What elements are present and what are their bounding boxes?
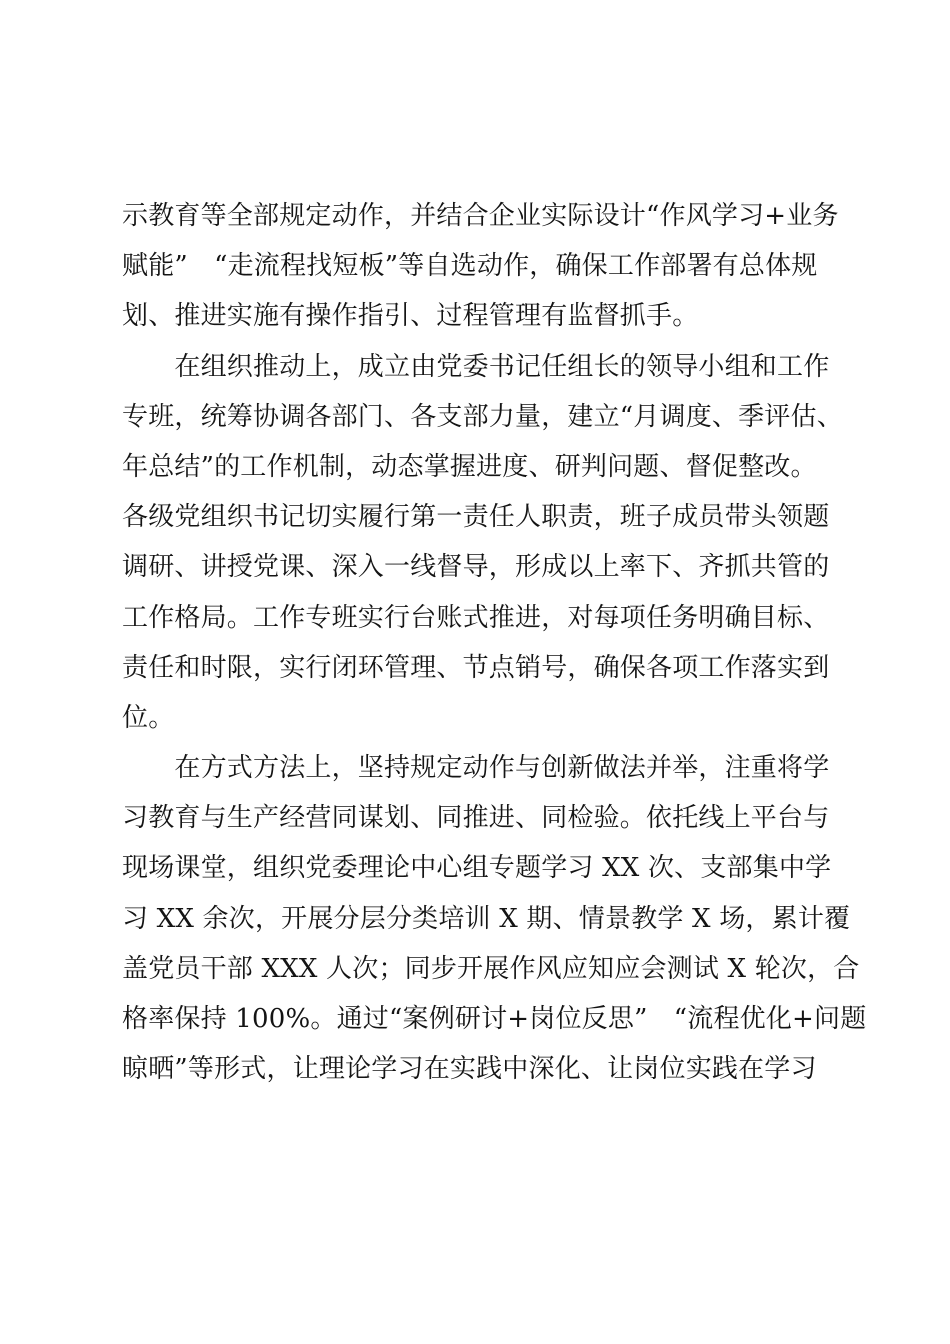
text-line: 示教育等全部规定动作，并结合企业实际设计“作风学习+业务 [122,201,839,231]
text-line: 格率保持 100%。通过“案例研讨+岗位反思” “流程优化+问题 [122,1004,867,1034]
text-line: 调研、讲授党课、深入一线督导，形成以上率下、齐抓共管的 [122,552,830,583]
text-line: 习 XX 余次，开展分层分类培训 X 期、情景教学 X 场，累计覆 [122,903,851,934]
document-body [122,191,867,1094]
text-line: 责任和时限，实行闭环管理、节点销号，确保各项工作落实到 [122,652,830,683]
text-line: 盖党员干部 XXX 人次；同步开展作风应知应会测试 X 轮次，合 [122,953,860,984]
text-line: 晾晒”等形式，让理论学习在实践中深化、让岗位实践在学习 [122,1054,817,1085]
text-line: 在组织推动上，成立由党委书记任组长的领导小组和工作 [122,351,830,382]
text-line: 划、推进实施有操作指引、过程管理有监督抓手。 [122,301,699,332]
text-line: 赋能” “走流程找短板”等自选动作，确保工作部署有总体规 [122,251,818,282]
text-line: 各级党组织书记切实履行第一责任人职责，班子成员带头领题 [122,502,830,533]
text-line: 工作格局。工作专班实行台账式推进，对每项任务明确目标、 [122,602,830,633]
text-line: 专班，统筹协调各部门、各支部力量，建立“月调度、季评估、 [122,401,843,432]
text-line: 年总结”的工作机制，动态掌握进度、研判问题、督促整改。 [122,451,817,482]
text-line: 位。 [122,702,175,733]
text-line: 习教育与生产经营同谋划、同推进、同检验。依托线上平台与 [122,803,830,834]
text-line: 现场课堂，组织党委理论中心组专题学习 XX 次、支部集中学 [122,853,832,884]
text-line: 在方式方法上，坚持规定动作与创新做法并举，注重将学 [122,753,830,784]
